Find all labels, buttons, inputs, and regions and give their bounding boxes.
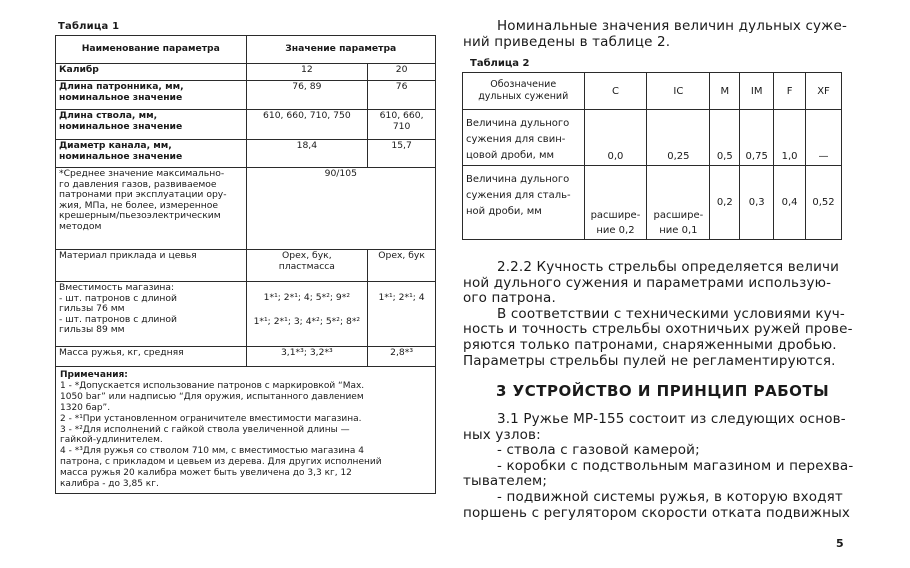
table1-notes: Примечания: 1 - *Допускается использование патронов с маркировкой “Max. 1050 bar” или надписью “Для оружия, испытанного давлением 1320 бар”. 2 - *¹При установленном ограничителе вместимости магазина. 3 - *²Для исполнений с гайкой ствола увеличенной длины — гайкой-удлинителем. 4 - *³Для ружья со стволом 710 мм, с вместимостью магазина 4 патрона, с прикладом и цевьем из дерева. Для других исполнений масса ружья 20 калибра может быть увеличена до 3,3 кг, 12 калибра - до 3,85 кг. (56, 367, 436, 494)
table-row (56, 168, 436, 250)
table-row (56, 140, 436, 168)
capacity-20: 1*¹; 2*¹; 4 (368, 282, 436, 347)
table2-cell: 0,52 (806, 166, 842, 240)
chamber-12: 76, 89 (246, 81, 368, 110)
table-row (463, 166, 842, 240)
section-title: 3 УСТРОЙСТВО И ПРИНЦИП РАБОТЫ (496, 382, 830, 400)
table2-col-xf: XF (806, 73, 842, 110)
table2-col-c: C (584, 73, 647, 110)
caliber-label: Калибр (56, 64, 247, 81)
chamber-label: Длина патронника, мм, номинальное значение (56, 81, 247, 110)
mass-12: 3,1*³; 3,2*³ (246, 347, 368, 367)
mass-20: 2,8*³ (368, 347, 436, 367)
table2-caption: Таблица 2 (470, 58, 530, 69)
table2-cell: расшире- ние 0,1 (647, 166, 710, 240)
table-row (56, 347, 436, 367)
barrel-20: 610, 660, 710 (368, 110, 436, 140)
bore-20: 15,7 (368, 140, 436, 168)
stock-12: Орех, бук, пластмасса (246, 250, 368, 282)
table2-header-row (463, 73, 842, 110)
barrel-label: Длина ствола, мм, номинальное значение (56, 110, 247, 140)
page-number: 5 (836, 537, 844, 550)
table2-cell: 0,5 (710, 110, 740, 166)
table2-cell: 0,0 (584, 110, 647, 166)
table2-cell: 1,0 (774, 110, 806, 166)
bore-12: 18,4 (246, 140, 368, 168)
chamber-20: 76 (368, 81, 436, 110)
table1 (55, 35, 436, 494)
table2-col-im: IM (740, 73, 774, 110)
intro-paragraph: Номинальные значения величин дульных суже- ний приведены в таблице 2. (463, 18, 847, 50)
table2-row2-label: Величина дульного сужения для сталь- ной дроби, мм (463, 166, 585, 240)
table2-header-label: Обозначение дульных сужений (463, 73, 585, 110)
table2-cell: 0,2 (710, 166, 740, 240)
caliber-12: 12 (246, 64, 368, 81)
pressure-value: 90/105 (246, 168, 435, 250)
table1-header-value: Значение параметра (246, 36, 435, 64)
table2-row1-label: Величина дульного сужения для свин- цовой дроби, мм (463, 110, 585, 166)
paragraph-2-2-2: 2.2.2 Кучность стрельбы определяется величи ной дульного сужения и параметрами использую- ого патрона. В соответствии с техническими условиями куч- ность и точность стрельбы охотничьих ружей прове- ряются только патронами, снаряженными дробью. Параметры стрельбы пулей не регламентируются. (463, 259, 853, 369)
stock-label: Материал приклада и цевья (56, 250, 247, 282)
table-row (56, 250, 436, 282)
capacity-label: Вместимость магазина: - шт. патронов с длиной гильзы 76 мм - шт. патронов с длиной гильзы 89 мм (56, 282, 247, 347)
stock-20: Орех, бук (368, 250, 436, 282)
table2 (462, 72, 842, 240)
capacity-12: 1*¹; 2*¹; 4; 5*²; 9*² 1*¹; 2*¹; 3; 4*²; 5*²; 8*² (246, 282, 368, 347)
table-row (463, 110, 842, 166)
pressure-label: *Среднее значение максимально- го давления газов, развиваемое патронами при эксплуатации ору- жия, МПа, не более, измеренное крешерным/пьезоэлектрическим методом (56, 168, 247, 250)
table-row (56, 282, 436, 347)
table-row (56, 64, 436, 81)
table1-header-param: Наименование параметра (56, 36, 247, 64)
table2-cell: 0,25 (647, 110, 710, 166)
table1-header-row (56, 36, 436, 64)
mass-label: Масса ружья, кг, средняя (56, 347, 247, 367)
table2-cell: 0,75 (740, 110, 774, 166)
table2-col-f: F (774, 73, 806, 110)
table-row (56, 110, 436, 140)
bore-label: Диаметр канала, мм, номинальное значение (56, 140, 247, 168)
table2-cell: расшире- ние 0,2 (584, 166, 647, 240)
table2-col-m: M (710, 73, 740, 110)
table1-caption: Таблица 1 (58, 21, 120, 32)
table2-cell: 0,4 (774, 166, 806, 240)
table2-col-ic: IC (647, 73, 710, 110)
table-row (56, 81, 436, 110)
table2-cell: 0,3 (740, 166, 774, 240)
table2-cell: — (806, 110, 842, 166)
table1-notes-row (56, 367, 436, 494)
barrel-12: 610, 660, 710, 750 (246, 110, 368, 140)
paragraph-3-1: 3.1 Ружье МР-155 состоит из следующих основ- ных узлов: - ствола с газовой камерой; - коробки с подствольным магазином и перехва- тывателем; - подвижной системы ружья, в которую входят поршень с регулятором скорости отката подвижных (463, 411, 854, 521)
caliber-20: 20 (368, 64, 436, 81)
